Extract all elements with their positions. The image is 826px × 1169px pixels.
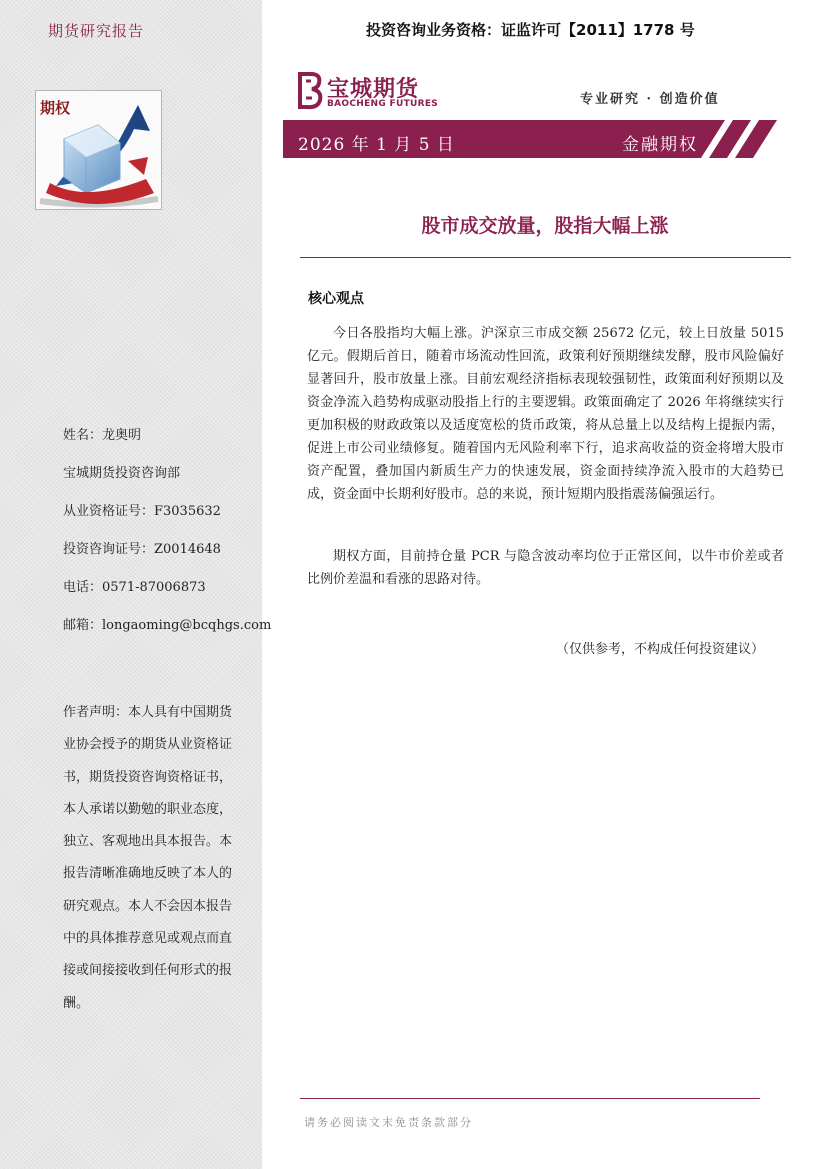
company-logo xyxy=(297,70,437,114)
logo-chinese-name: 宝城期货 xyxy=(327,76,420,102)
author-email: 邮箱：longaoming@bcqhgs.com xyxy=(63,618,272,633)
author-department: 宝城期货投资咨询部 xyxy=(63,466,181,481)
article-title: 股市成交放量，股指大幅上涨 xyxy=(421,215,669,237)
footer-note: 请务必阅读文末免责条款部分 xyxy=(304,1116,473,1129)
author-consult-cert: 投资咨询证号：Z0014648 xyxy=(63,542,221,557)
section-heading: 核心观点 xyxy=(308,291,364,307)
report-type-label: 期货研究报告 xyxy=(48,22,145,40)
title-divider xyxy=(300,257,791,258)
cover-label: 期权 xyxy=(40,99,71,117)
logo-mark-icon xyxy=(297,70,325,110)
slogan: 专业研究 · 创造价值 xyxy=(580,92,720,107)
investment-disclaimer: （仅供参考，不构成任何投资建议） xyxy=(556,642,765,657)
license-text: 投资咨询业务资格：证监许可【2011】1778 号 xyxy=(366,21,695,39)
author-declaration: 作者声明：本人具有中国期货业协会授予的期货从业资格证书，期货投资咨询资格证书，本人承诺以勤勉的职业态度，独立、客观地出具本报告。本报告清晰准确地反映了本人的研究观点。本人不会因本报告中的具体推荐意见或观点而直接或间接接收到任何形式的报酬。 xyxy=(63,705,233,1011)
logo-english-name: BAOCHENG FUTURES xyxy=(327,99,439,109)
footer-divider xyxy=(300,1098,760,1099)
author-name: 姓名：龙奥明 xyxy=(63,428,142,443)
paragraph-2: 期权方面，目前持仓量 PCR 与隐含波动率均位于正常区间，以牛市价差或者比例价差温和看涨的思路对待。 xyxy=(307,549,784,587)
report-date: 2026 年 1 月 5 日 xyxy=(298,135,455,155)
sidebar xyxy=(0,0,272,1169)
author-qualification: 从业资格证号：F3035632 xyxy=(63,504,221,519)
author-info xyxy=(63,428,271,656)
report-category: 金融期权 xyxy=(622,135,698,155)
paragraph-1: 今日各股指均大幅上涨。沪深京三市成交额 25672 亿元，较上日放量 5015 亿元。假期后首日，随着市场流动性回流，政策利好预期继续发酵，股市风险偏好显著回升，股市放量上涨。目前宏观经济指标表现较强韧性，政策面利好预期以及资金净流入趋势构成驱动股指上行的主要逻辑。政策面确定了 2026 年将继续实行更加积极的财政政策以及适度宽松的货币政策，将从总量上以及结构上提振内需，促进上市公司业绩修复。随着国内无风险利率下行，追求高收益的资金将增大股市资产配置，叠加国内新质生产力的快速发展，资金面持续净流入股市的大趋势已成，资金面中长期利好股市。总的来说，预计短期内股指震荡偏强运行。 xyxy=(307,326,784,502)
author-phone: 电话：0571-87006873 xyxy=(63,580,206,595)
cover-image xyxy=(35,90,162,210)
